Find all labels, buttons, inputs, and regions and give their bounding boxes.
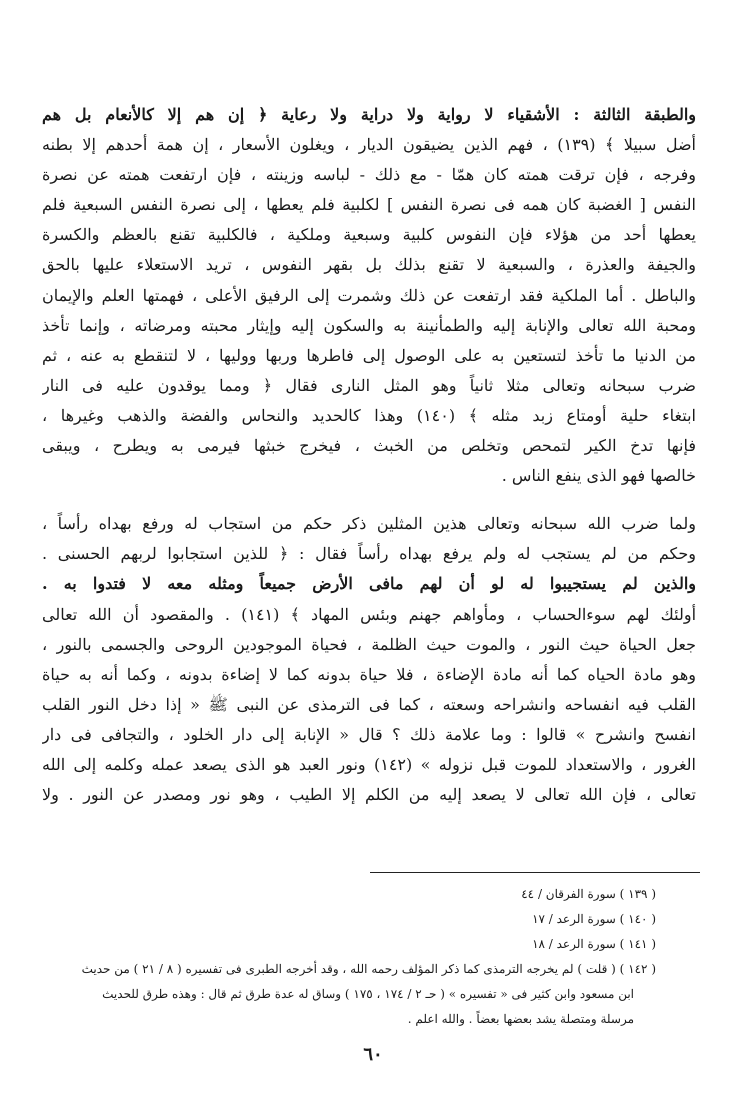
text-line: خالصها فهو الذى ينفع الناس . [501,466,696,486]
footnote-continuation: ابن مسعود وابن كثير فى « تفسيره » ( حـ ٢ / ١٧٤ ، ١٧٥ ) وساق له عدة طرق ثم قال : وهذه طرق للحديث [102,987,634,1001]
text-line: تعالى ، فإن الله تعالى لا يصعد إليه من الكلم إلا الطيب ، وهو نور ومصدر عن النور . ولا [42,785,696,805]
main-text [42,100,696,810]
paragraph-2 [42,509,696,810]
paragraph-gap [42,491,696,509]
text-line: جعل الحياة حيث النور ، والموت حيث الظلمة ، فحياة الموجودين الروحى والجسمى بالنور ، [42,634,696,654]
text-line: انفسح وانشرح » قالوا : وما علامة ذلك ؟ قال « الإنابة إلى دار الخلود ، والتجافى فى دار [42,724,696,744]
text-line: ولما ضرب الله سبحانه وتعالى هذين المثلين ذكر حكم من استجاب له ورفع بهداه رأساً ، [42,514,696,534]
text-line: والباطل . أما الملكية فقد ارتفعت عن ذلك وشمرت إلى الرفيق الأعلى ، فهمتها العلم والإيمان [42,285,696,305]
text-line: ومحبة الله تعالى والإنابة إليه والطمأنينة به والسكون إليه وإيثار محبته ومرضاته ، وإنما تأخذ [42,315,696,335]
text-line: وفرجه ، فإن ترقت همته كان همّا - مع ذلك - لباسه وزينته ، فإن ارتفعت همته عن نصرة [42,165,696,185]
page-number: ٦٠ [363,1044,383,1065]
text-line: والطبقة الثالثة : الأشقياء لا رواية ولا دراية ولا رعاية ﴿ إن هم إلا كالأنعام بل هم [42,105,696,124]
text-line: وحكم من لم يستجب له ولم يرفع بهداه رأساً فقال : ﴿ للذين استجابوا لربهم الحسنى . [42,544,696,564]
text-line: أولئك لهم سوءالحساب ، ومأواهم جهنم وبئس المهاد ﴾ (١٤١) . والمقصود أن الله تعالى [42,604,696,624]
text-line: فإنها تدخ الكير لتمحص وتخلص من الخبث ، فيخرج خبثها فيرمى به ويطرح ، ويبقى [42,436,696,456]
text-line: والجيفة والعذرة ، والسبعية لا تقنع بذلك بل بقهر النفوس ، تريد الاستعلاء عليها بالحق [42,255,696,275]
text-line: القلب فيه انفساحه وانشراحه وسعته ، كما فى الترمذى عن النبى ﷺ « إذا دخل النور القلب [42,694,696,714]
text-line: ضرب سبحانه وتعالى مثلا ثانياً وهو المثل النارى فقال ﴿ ومما يوقدون عليه فى النار [42,375,696,395]
text-line: الغرور ، والاستعداد للموت قبل نزوله » (١٤٢) ونور العبد هو الذى يصعد عمله وكلمه إلى الله [42,754,696,774]
footnotes [60,882,656,1032]
footnote: ( ١٤٠ ) سورة الرعد / ١٧ [532,912,656,926]
text-line: وهو مادة الحياه كما أنه مادة الإضاءة ، فلا حياة بدونه كما لا إضاءة بدونه ، وكما أنه به حياة [42,664,696,684]
text-line: ابتغاء حلية أومتاع زبد مثله ﴾ (١٤٠) وهذا كالحديد والنحاس والفضة والذهب وغيرها ، [42,405,696,425]
footnote: ( ١٣٩ ) سورة الفرقان / ٤٤ [521,887,656,901]
footnote: ( ١٤١ ) سورة الرعد / ١٨ [532,937,656,951]
text-line: النفس [ الغضبة كان همه فى نصرة النفس ] لكلبية فلم يعطها ، إلى نصرة النفس السبعية فلم [42,195,696,215]
footnote-divider [370,872,700,873]
text-line: أضل سبيلا ﴾ (١٣٩) ، فهم الذين يضيقون الديار ، ويغلون الأسعار ، إن همة أحدهم إلا بطنه [42,135,696,155]
footnote-continuation: مرسلة ومتصلة يشد بعضها بعضاً . والله اعلم . [407,1012,634,1026]
paragraph-1 [42,100,696,491]
footnote: ( ١٤٢ ) ( قلت ) لم يخرجه الترمذى كما ذكر المؤلف رحمه الله ، وقد أخرجه الطبرى فى تفسيره ( ٨ / ٢١ ) من حديث [81,962,656,976]
text-line: من الدنيا ما تأخذ لتستعين به على الوصول إلى فاطرها وربها ووليها ، لا لتنقطع به عنه ، ثم [42,345,696,365]
text-line: والذين لم يستجيبوا له لو أن لهم مافى الأرض جميعاً ومثله معه لا فتدوا به . [42,574,696,594]
text-line: يعطها أحد من هؤلاء فإن النفوس كلبية وسبعية وملكية ، فالكلبية تقنع بالعظم والكسرة [42,225,696,245]
